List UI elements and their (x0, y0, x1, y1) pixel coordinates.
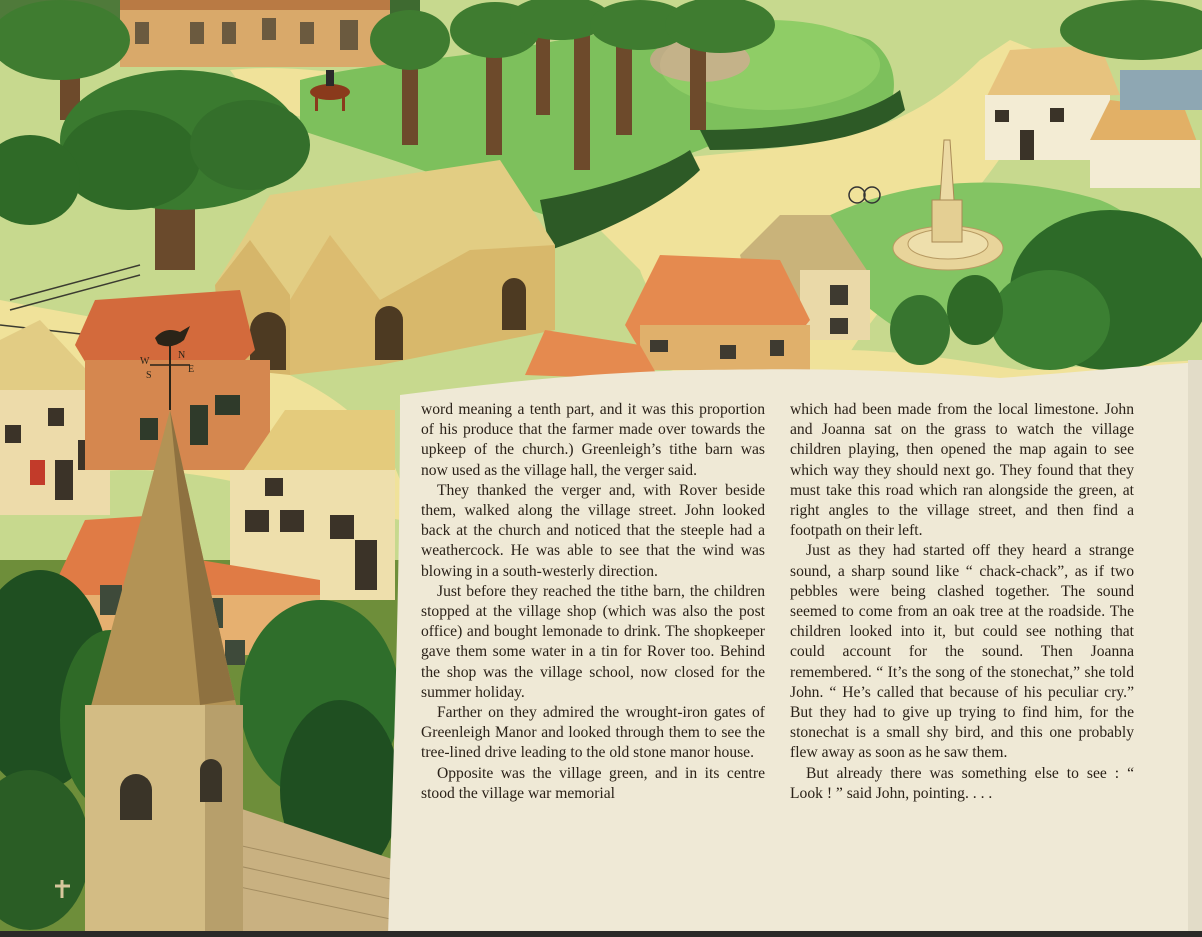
vane-letter-e: E (188, 364, 195, 375)
vane-letter-s: S (146, 370, 152, 381)
paragraph: But already there was something else to see : “ Look ! ” said John, pointing. . . . (790, 764, 1134, 802)
paragraph: They thanked the verger and, with Rover beside them, walked along the village street. John looked back at the church and noticed that the steeple had a weathercock. He was able to see that the wind was blowing in a south-westerly direction. (421, 481, 765, 580)
text-column-right (790, 400, 1134, 804)
paragraph: which had been made from the local limestone. John and Joanna sat on the grass to watch the village children playing, then opened the map again to see which way they should next go. They found that they must take this road which ran alongside the green, at right angles to the village street, and then find a footpath on their left. (790, 401, 1134, 540)
text-column-left (421, 400, 765, 804)
paragraph: Just as they had started off they heard a strange sound, a sharp sound like “ chack-chack”, as if two pebbles were being clashed together. The sound seemed to come from an oak tree at the roadside. The children looked into it, but could see nothing that could account for the sound. Then Joanna remembered. “ It’s the song of the stonechat,” she told John. “ He’s called that because of his peculiar cry.” But they had to give up trying to find him, for the stonechat is a small shy bird, and this one probably flew away as soon as he saw them. (790, 542, 1134, 762)
manor-house (120, 0, 390, 67)
paragraph: word meaning a tenth part, and it was this proportion of his produce that the farmer made over towards the upkeep of the church.) Greenleigh’s tithe barn was now used as the village hall, the verger said. (421, 401, 765, 479)
vane-letter-n: N (178, 350, 186, 361)
paragraph: Opposite was the village green, and in its centre stood the village war memorial (421, 764, 765, 802)
page-bottom-edge (0, 931, 1202, 937)
paragraph: Just before they reached the tithe barn, the children stopped at the village shop (which was also the post office) and bought lemonade to drink. The shopkeeper gave them some water in a tin for Rover too. Behind the shop was the village school, now closed for the summer holiday. (421, 582, 765, 701)
paragraph: Farther on they admired the wrought-iron gates of Greenleigh Manor and looked through them to see the tree-lined drive leading to the old stone manor house. (421, 704, 765, 762)
vane-letter-w: W (140, 356, 150, 367)
